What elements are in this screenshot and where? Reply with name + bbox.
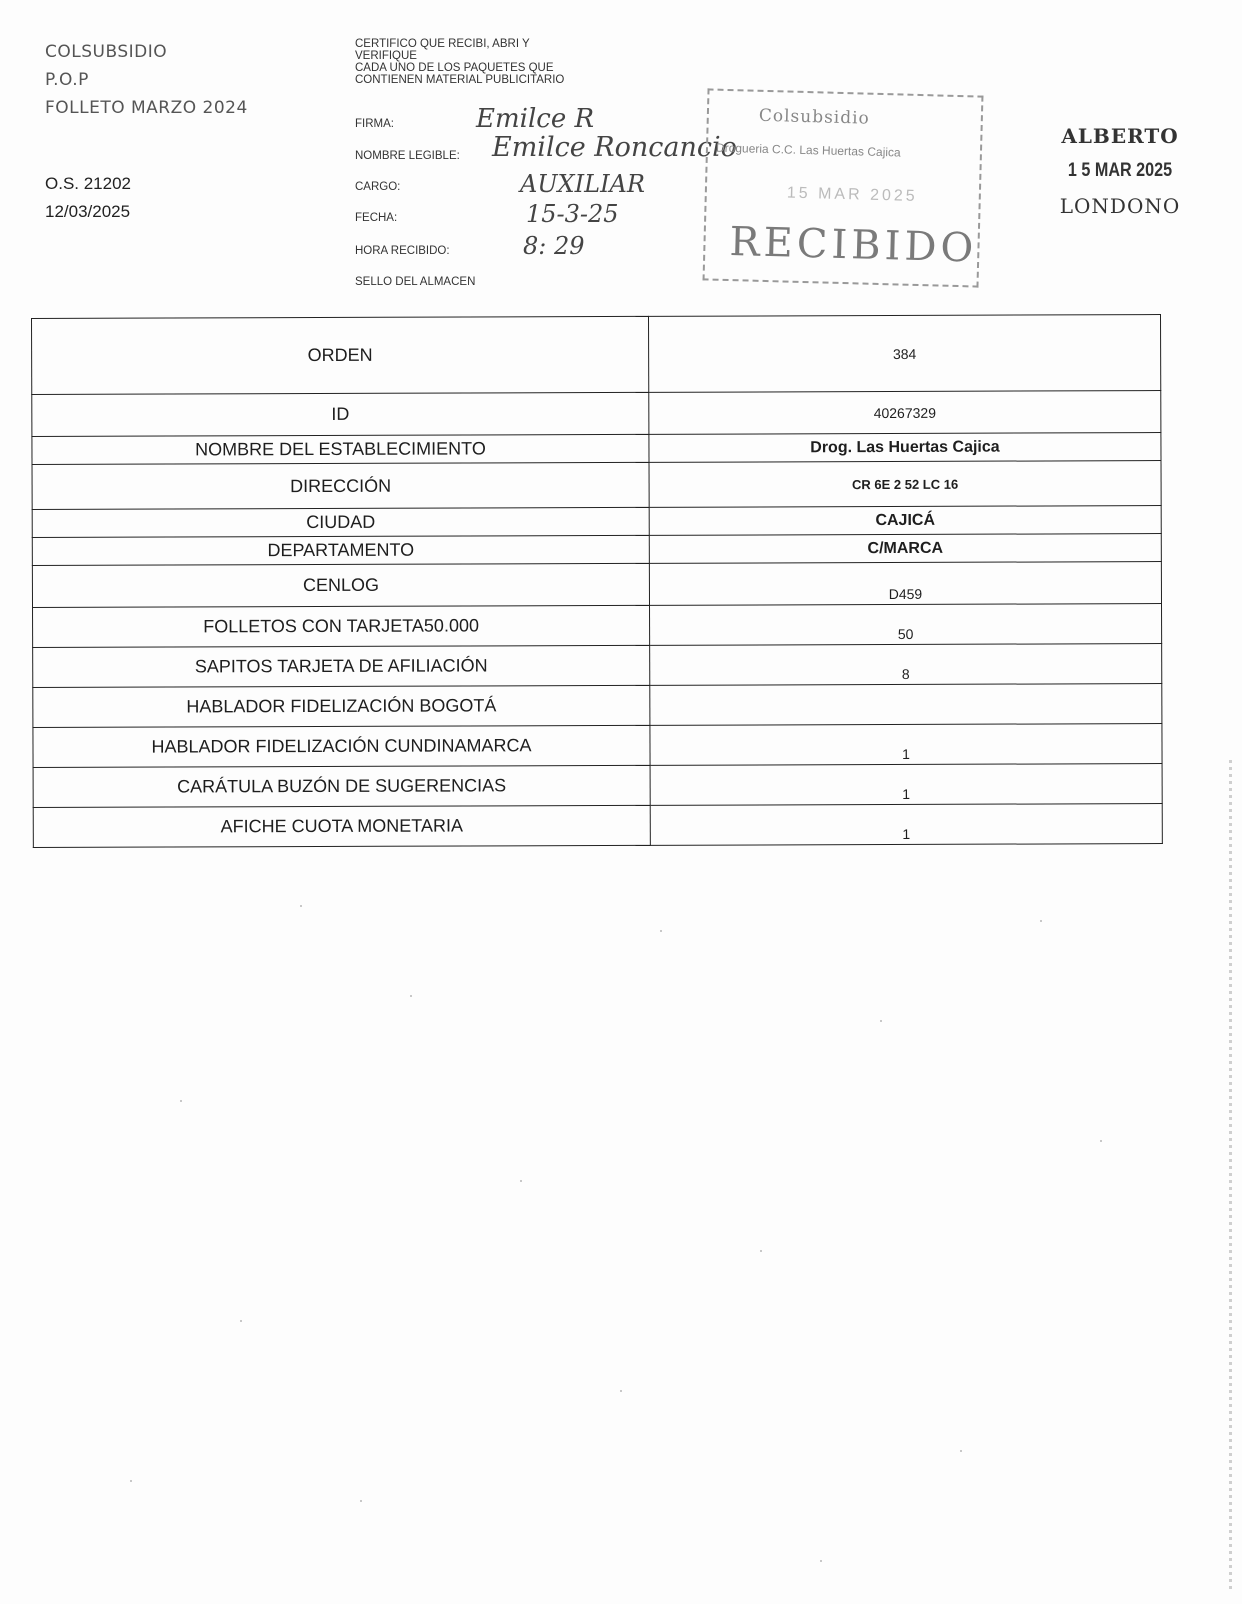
courier-date: 1 5 MAR 2025 <box>1067 160 1173 181</box>
fecha-value: 15-3-25 <box>526 200 619 228</box>
scan-speck <box>820 1560 822 1562</box>
table-row <box>33 604 1162 648</box>
row-value: 1 <box>650 804 1162 846</box>
table-row <box>32 391 1161 437</box>
nombre-value: Emilce Roncancio <box>492 132 737 163</box>
os-date: 12/03/2025 <box>45 202 131 221</box>
scan-speck <box>1040 920 1042 922</box>
os-number: O.S. 21202 <box>45 174 132 193</box>
row-label: DIRECCIÓN <box>32 462 649 509</box>
scan-speck <box>880 1020 882 1022</box>
service-order <box>45 170 131 226</box>
row-value: Drog. Las Huertas Cajica <box>649 433 1161 463</box>
row-label: HABLADOR FIDELIZACIÓN CUNDINAMARCA <box>33 725 650 767</box>
stamp-company: Colsubsidio <box>758 105 871 129</box>
row-label: CIUDAD <box>32 507 649 537</box>
row-value: 384 <box>648 315 1160 393</box>
table-row <box>33 644 1162 688</box>
scan-speck <box>240 1320 242 1322</box>
row-label: CENLOG <box>32 563 649 607</box>
table-row <box>32 534 1161 566</box>
stamp-store: Drogueria C.C. Las Huertas Cajica <box>715 140 901 160</box>
row-value: 1 <box>650 724 1162 766</box>
row-label: NOMBRE DEL ESTABLECIMIENTO <box>32 434 649 464</box>
certification-text <box>355 38 635 86</box>
row-value: D459 <box>649 562 1161 606</box>
scan-speck <box>620 1390 622 1392</box>
cert-line: CONTIENEN MATERIAL PUBLICITARIO <box>355 74 565 86</box>
sello-label: SELLO DEL ALMACEN <box>355 276 476 288</box>
cargo-label: CARGO: <box>355 181 401 193</box>
row-value: CAJICÁ <box>649 506 1161 536</box>
row-label: FOLLETOS CON TARJETA50.000 <box>33 605 650 647</box>
courier-stamp <box>1020 124 1220 218</box>
company-name: COLSUBSIDIO <box>45 42 168 62</box>
row-value: 40267329 <box>649 391 1161 435</box>
scan-speck <box>300 905 302 907</box>
table-row <box>32 506 1161 538</box>
row-label: DEPARTAMENTO <box>32 535 649 565</box>
row-value: 50 <box>650 604 1162 646</box>
header-left <box>45 38 248 122</box>
scan-speck <box>760 1250 762 1252</box>
firma-signature: Emilce R <box>476 104 595 134</box>
row-value: CR 6E 2 52 LC 16 <box>649 461 1161 508</box>
row-value: C/MARCA <box>649 534 1161 564</box>
row-label: SAPITOS TARJETA DE AFILIACIÓN <box>33 645 650 687</box>
row-label: ORDEN <box>32 316 649 394</box>
table-row <box>33 804 1162 848</box>
row-label: AFICHE CUOTA MONETARIA <box>33 805 650 847</box>
hora-value: 8: 29 <box>523 232 585 260</box>
scan-speck <box>520 1180 522 1182</box>
table-row <box>32 315 1161 395</box>
delivery-table <box>31 314 1163 848</box>
received-stamp <box>703 88 984 287</box>
scan-edge-artifact <box>1229 760 1232 1590</box>
table-row <box>32 461 1161 510</box>
cargo-value: AUXILIAR <box>520 170 645 198</box>
row-value <box>650 684 1162 726</box>
hora-label: HORA RECIBIDO: <box>355 245 450 257</box>
stamp-recibido: RECIBIDO <box>728 219 978 272</box>
row-label: CARÁTULA BUZÓN DE SUGERENCIAS <box>33 765 650 807</box>
cert-line: CADA UNO DE LOS PAQUETES QUE <box>355 62 554 74</box>
table-row <box>33 684 1162 728</box>
row-label: ID <box>32 392 649 436</box>
table-row <box>32 562 1161 608</box>
scan-speck <box>410 995 412 997</box>
firma-label: FIRMA: <box>355 118 394 130</box>
department-name: P.O.P <box>45 70 89 90</box>
courier-name: ALBERTO <box>1061 124 1179 148</box>
scan-speck <box>1100 1140 1102 1142</box>
scan-speck <box>960 1450 962 1452</box>
scan-speck <box>660 930 662 932</box>
table-row <box>33 724 1162 768</box>
fecha-label: FECHA: <box>355 212 398 224</box>
row-label: HABLADOR FIDELIZACIÓN BOGOTÁ <box>33 685 650 727</box>
campaign-name: FOLLETO MARZO 2024 <box>45 98 248 118</box>
scan-speck <box>130 1480 132 1482</box>
table-row <box>33 764 1162 808</box>
stamp-date: 15 MAR 2025 <box>786 184 918 205</box>
scan-speck <box>180 1100 182 1102</box>
courier-surname: LONDONO <box>1059 194 1181 218</box>
scan-speck <box>360 1500 362 1502</box>
row-value: 1 <box>650 764 1162 806</box>
row-value: 8 <box>650 644 1162 686</box>
cert-line: VERIFIQUE <box>355 50 417 62</box>
cert-line: CERTIFICO QUE RECIBI, ABRI Y <box>355 38 530 50</box>
table-row <box>32 433 1161 465</box>
nombre-label: NOMBRE LEGIBLE: <box>355 150 460 162</box>
